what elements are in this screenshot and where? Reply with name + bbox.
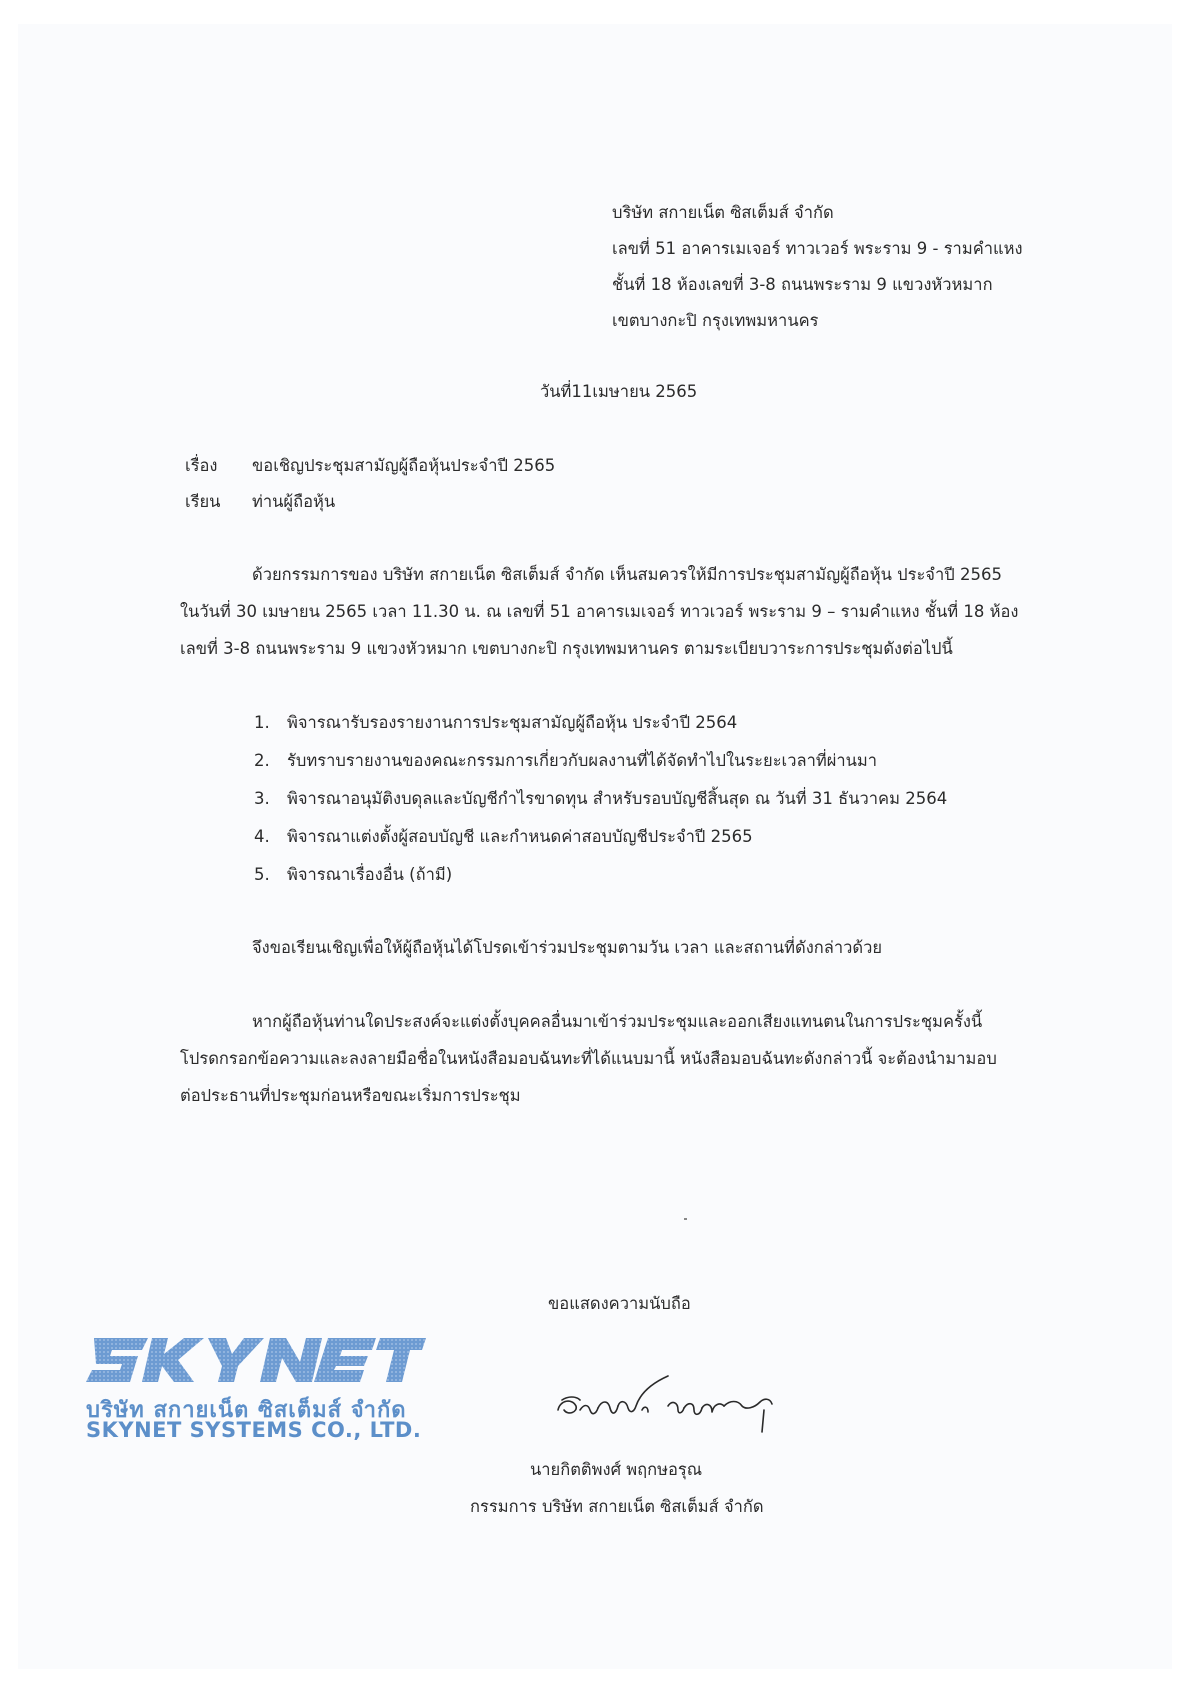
handwritten-signature-icon xyxy=(550,1370,790,1440)
intro-line-1: ด้วยกรรมการของ บริษัท สกายเน็ต ซิสเต็มส์ จำกัด เห็นสมควรให้มีการประชุมสามัญผู้ถือหุ้น ประจำปี 2565 xyxy=(252,565,1002,584)
agenda-item: พิจารณารับรองรายงานการประชุมสามัญผู้ถือหุ้น ประจำปี 2564 xyxy=(287,713,738,732)
agenda-item: รับทราบรายงานของคณะกรรมการเกี่ยวกับผลงานที่ได้จัดทำไปในระยะเวลาที่ผ่านมา xyxy=(287,751,878,770)
stamp-company-th: บริษัท สกายเน็ต ซิสเต็มส์ จำกัด xyxy=(86,1398,407,1423)
agenda-number: 4. xyxy=(254,827,270,846)
address-line-2: เลขที่ 51 อาคารเมเจอร์ ทาวเวอร์ พระราม 9 - รามคำแหง xyxy=(612,239,1023,258)
proxy-line-3: ต่อประธานที่ประชุมก่อนหรือขณะเริ่มการประชุม xyxy=(180,1086,521,1105)
intro-line-3: เลขที่ 3-8 ถนนพระราม 9 แขวงหัวหมาก เขตบางกะปิ กรุงเทพมหานคร ตามระเบียบวาระการประชุมดังต่อไปนี้ xyxy=(180,639,953,658)
agenda-number: 2. xyxy=(254,751,270,770)
company-name-line: บริษัท สกายเน็ต ซิสเต็มส์ จำกัด xyxy=(612,203,834,222)
agenda-item: พิจารณาอนุมัติงบดุลและบัญชีกำไรขาดทุน สำหรับรอบบัญชีสิ้นสุด ณ วันที่ 31 ธันวาคม 2564 xyxy=(287,789,948,808)
address-line-3: ชั้นที่ 18 ห้องเลขที่ 3-8 ถนนพระราม 9 แขวงหัวหมาก xyxy=(612,275,993,294)
scan-speck xyxy=(684,1218,687,1220)
recipient-label: เรียน xyxy=(185,492,221,511)
closing-text: ขอแสดงความนับถือ xyxy=(548,1294,691,1313)
signer-name: นายกิตติพงศ์ พฤกษอรุณ xyxy=(530,1460,703,1479)
invitation-text: จึงขอเรียนเชิญเพื่อให้ผู้ถือหุ้นได้โปรดเข้าร่วมประชุมตามวัน เวลา และสถานที่ดังกล่าวด้วย xyxy=(252,938,883,957)
agenda-number: 5. xyxy=(254,865,270,884)
agenda-item: พิจารณาแต่งตั้งผู้สอบบัญชี และกำหนดค่าสอบบัญชีประจำปี 2565 xyxy=(287,827,753,846)
agenda-number: 3. xyxy=(254,789,270,808)
subject-text: ขอเชิญประชุมสามัญผู้ถือหุ้นประจำปี 2565 xyxy=(252,456,556,475)
proxy-line-1: หากผู้ถือหุ้นท่านใดประสงค์จะแต่งตั้งบุคคลอื่นมาเข้าร่วมประชุมและออกเสียงแทนตนในการประชุมครั้งนี้ xyxy=(252,1012,983,1031)
agenda-number: 1. xyxy=(254,713,270,732)
proxy-line-2: โปรดกรอกข้อความและลงลายมือชื่อในหนังสือมอบฉันทะที่ได้แนบมานี้ หนังสือมอบฉันทะดังกล่าวนี้ จะต้องนำมามอบ xyxy=(180,1049,997,1068)
subject-label: เรื่อง xyxy=(185,456,218,475)
skynet-logo-icon xyxy=(86,1330,426,1390)
address-line-4: เขตบางกะปิ กรุงเทพมหานคร xyxy=(612,311,819,330)
intro-line-2: ในวันที่ 30 เมษายน 2565 เวลา 11.30 น. ณ เลขที่ 51 อาคารเมเจอร์ ทาวเวอร์ พระราม 9 – รามคำแหง ชั้นที่ 18 ห้อง xyxy=(180,602,1019,621)
recipient-text: ท่านผู้ถือหุ้น xyxy=(252,492,336,511)
letter-date: วันที่11เมษายน 2565 xyxy=(540,382,698,401)
stamp-company-en: SKYNET SYSTEMS CO., LTD. xyxy=(86,1418,422,1442)
signer-title: กรรมการ บริษัท สกายเน็ต ซิสเต็มส์ จำกัด xyxy=(470,1497,764,1516)
agenda-item: พิจารณาเรื่องอื่น (ถ้ามี) xyxy=(287,865,453,884)
company-stamp xyxy=(86,1330,426,1440)
